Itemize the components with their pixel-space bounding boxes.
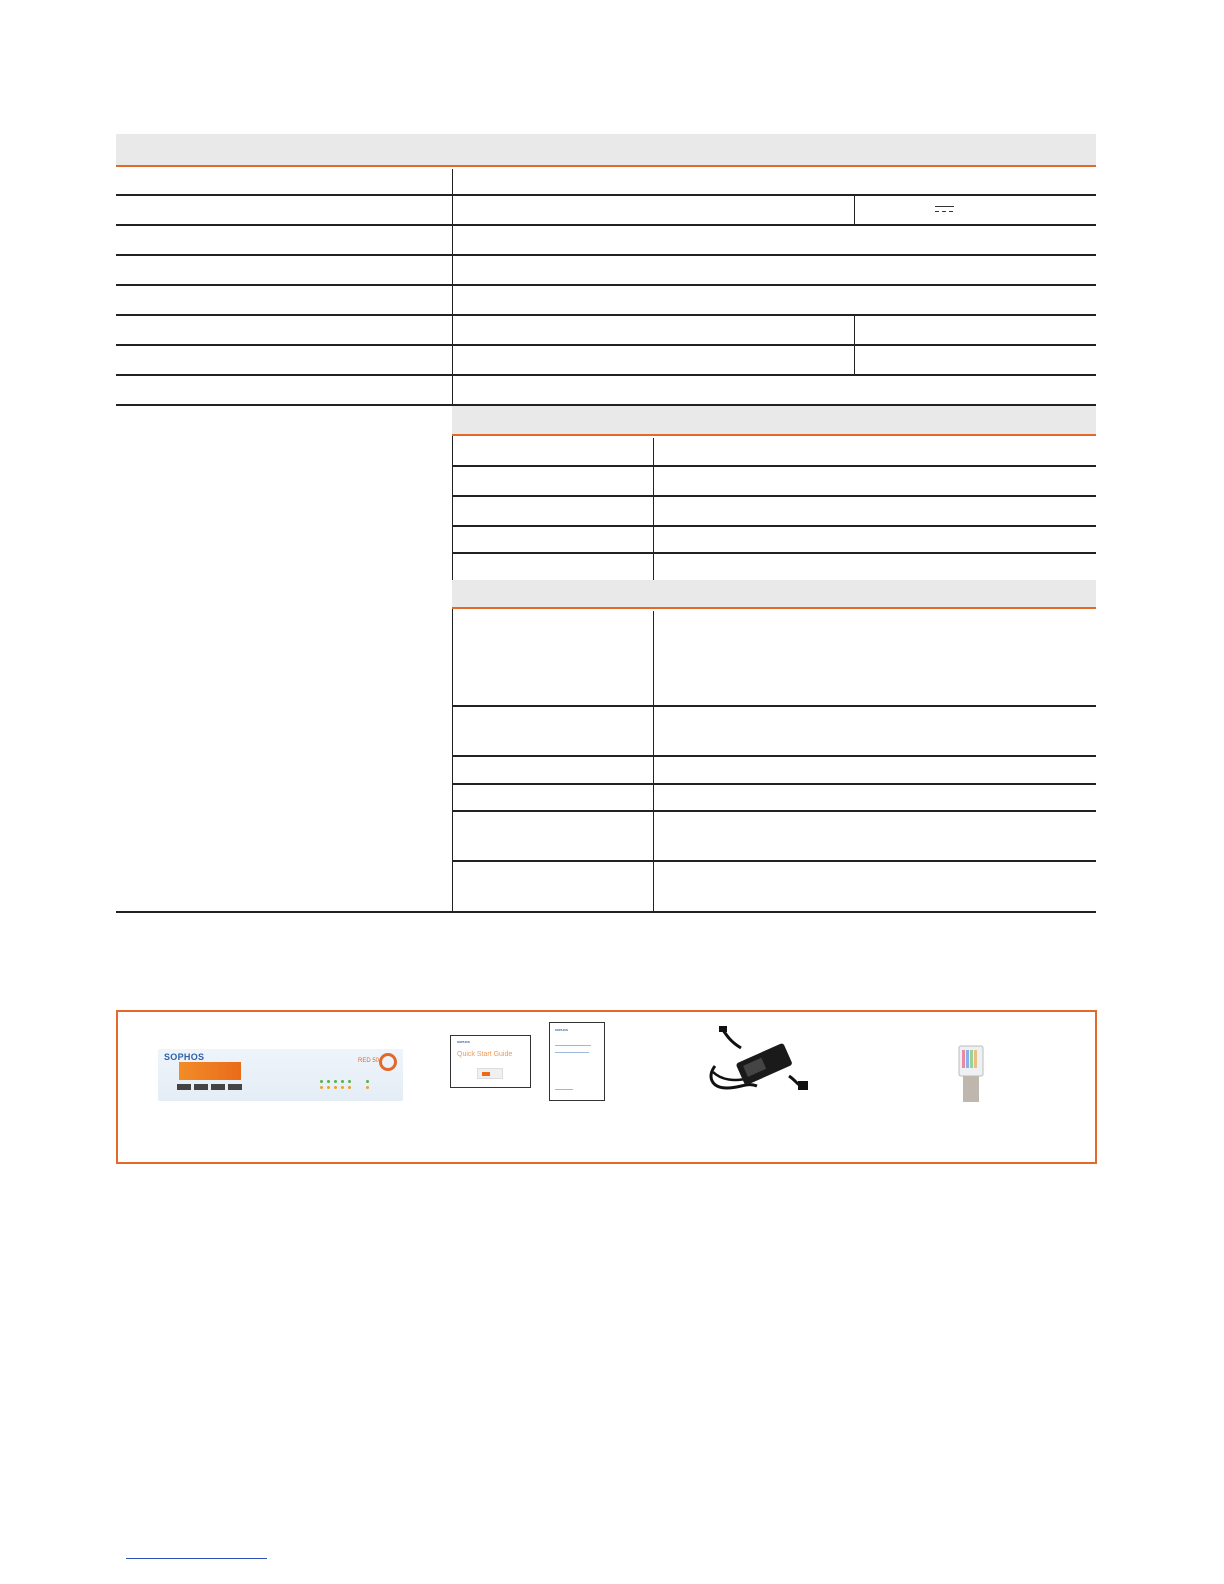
status-led (327, 1080, 330, 1083)
device-model: RED 50 (358, 1058, 380, 1064)
device-brand: SOPHOS (164, 1052, 205, 1062)
nested-row-divider (452, 465, 1096, 467)
nested-row-divider (452, 810, 1096, 812)
row-divider (116, 254, 1096, 256)
device-display (179, 1062, 241, 1080)
red50-device-image (158, 1049, 403, 1101)
nested-row-divider (452, 525, 1096, 527)
nested-section-header (452, 406, 1096, 436)
safety-booklet-image (549, 1022, 605, 1101)
spec-table-header (116, 134, 1096, 167)
status-led (320, 1086, 323, 1089)
ethernet-cable-icon (957, 1044, 985, 1102)
status-led (334, 1080, 337, 1083)
nested-row-divider (452, 552, 1096, 554)
booklet-brand: SOPHOS (555, 1028, 568, 1032)
nested-row-divider (452, 705, 1096, 707)
row-divider (116, 314, 1096, 316)
status-led (348, 1086, 351, 1089)
power-adapter-icon (705, 1026, 811, 1098)
spec-table (116, 134, 1096, 913)
column-divider (854, 316, 855, 374)
guide-device-icon (477, 1068, 503, 1079)
status-led (341, 1080, 344, 1083)
column-divider (452, 169, 453, 913)
nested-section-header (452, 580, 1096, 609)
status-led (327, 1086, 330, 1089)
status-led (366, 1080, 369, 1083)
device-logo-icon (379, 1053, 397, 1071)
nested-row-divider (452, 495, 1096, 497)
device-port (194, 1084, 208, 1090)
guide-brand: SOPHOS (457, 1040, 470, 1044)
status-led (366, 1086, 369, 1089)
row-divider (116, 284, 1096, 286)
device-port (228, 1084, 242, 1090)
status-led (320, 1080, 323, 1083)
footer-link[interactable] (126, 1558, 267, 1559)
dc-power-symbol-icon (935, 206, 954, 214)
column-divider (854, 196, 855, 224)
row-divider (116, 224, 1096, 226)
nested-row-divider (452, 783, 1096, 785)
row-divider (116, 194, 1096, 196)
nested-row-divider (452, 860, 1096, 862)
status-led (348, 1080, 351, 1083)
row-divider (116, 344, 1096, 346)
quick-start-guide-image (450, 1035, 531, 1088)
guide-title: Quick Start Guide (457, 1051, 513, 1058)
status-led (334, 1086, 337, 1089)
device-port (211, 1084, 225, 1090)
device-port (177, 1084, 191, 1090)
row-divider (116, 374, 1096, 376)
nested-row-divider (452, 755, 1096, 757)
status-led (341, 1086, 344, 1089)
nested-column-divider (653, 611, 654, 913)
nested-column-divider (653, 438, 654, 580)
